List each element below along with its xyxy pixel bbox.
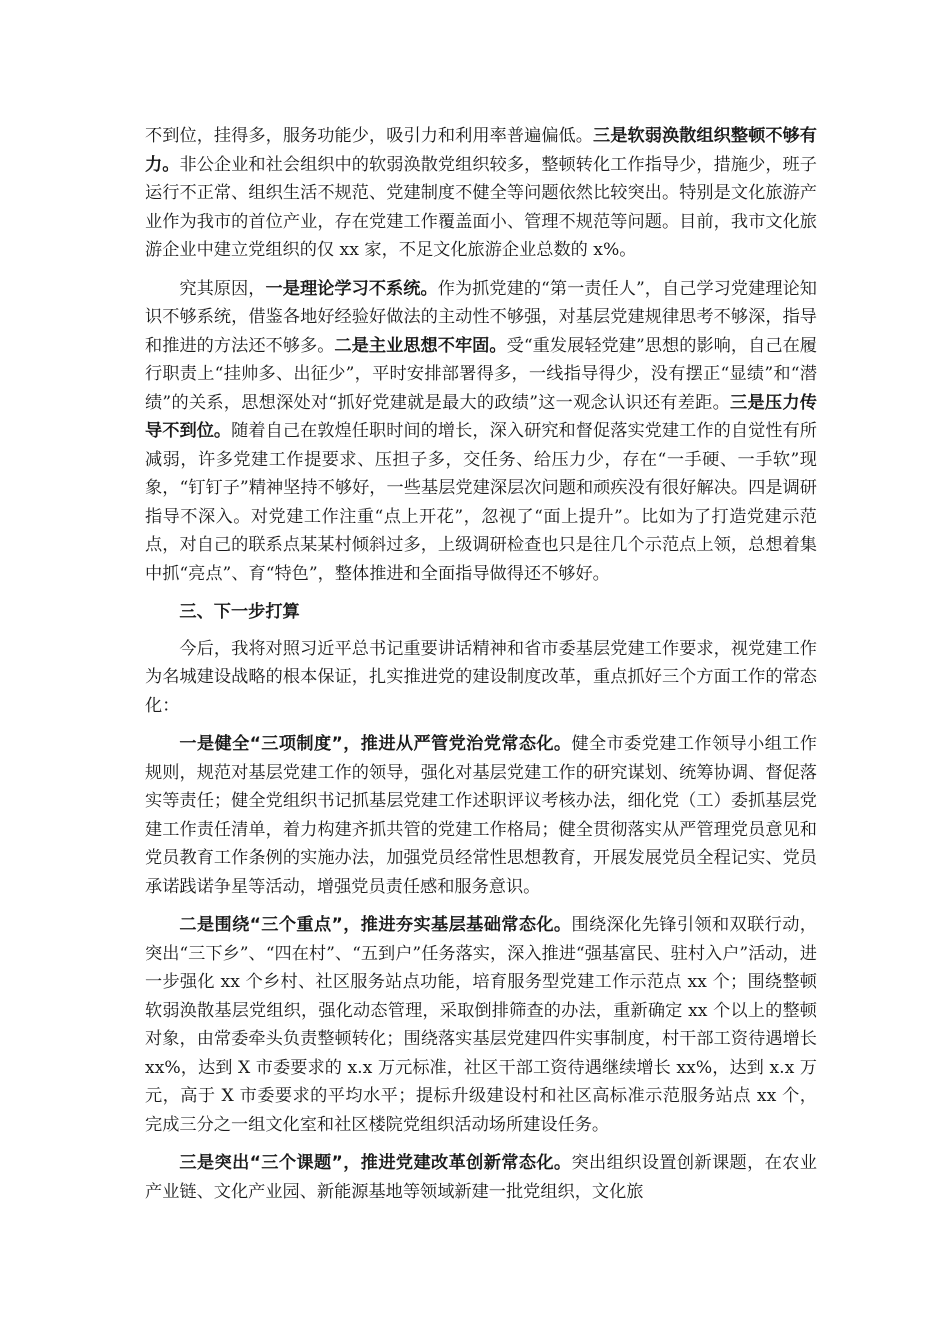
bold-cause-three: 三是压力传导不到位。 xyxy=(145,392,817,441)
text-run: 作为抓党建的“第一责任人”，自己学习党建理论知识不够系统，借鉴各地好经验好做法的主动性不够强，对基层党建规律思考不够深，指导和推进的方法还不够多。 xyxy=(145,278,817,356)
paragraph-causes xyxy=(145,275,817,589)
bold-cause-two: 二是主业思想不牢固。 xyxy=(334,335,507,356)
text-run: 健全市委党建工作领导小组工作规则，规范对基层党建工作的领导，强化对基层党建工作的研究谋划、统筹协调、督促落实等责任；健全党组织书记抓基层党建工作述职评议考核办法，细化党（工）委抓基层党建工作责任清单，着力构建齐抓共管的党建工作格局；健全贯彻落实从严管理党员意见和党员教育工作条例的实施办法，加强党员经常性思想教育，开展发展党员全程记实、党员承诺践诺争星等活动，增强党员责任感和服务意识。 xyxy=(145,734,817,897)
text-run: 围绕深化先锋引领和双联行动，突出“三下乡”、“四在村”、“五到户”任务落实，深入推进“强基富民、驻村入户”活动，进一步强化 xx 个乡村、社区服务站点功能，培育服务型党建工作示范点 xx 个；围绕整顿软弱涣散基层党组织，强化动态管理，采取倒排筛查的办法，重新确定 xx 个以上的整顿对象，由常委牵头负责整顿转化；围绕落实基层党建四件实事制度，村干部工资待遇增长 xx%，达到 X 市委要求的 x.x 万元标准，社区干部工资待遇继续增长 xx%，达到 x.x 万元，高于 X 市委要求的平均水平；提标升级建设村和社区高标准示范服务站点 xx 个，完成三分之一组文化室和社区楼院党组织活动场所建设任务。 xyxy=(145,915,817,1135)
paragraph-problems-continued xyxy=(145,122,817,265)
text-run: 突出组织设置创新课题，在农业产业链、文化产业园、新能源基地等领域新建一批党组织，文化旅 xyxy=(145,1153,817,1202)
bold-cause-one: 一是理论学习不系统。 xyxy=(265,278,438,299)
text-run: 受“重发展轻党建”思想的影响，自己在履行职责上“挂帅多、出征少”，平时安排部署得多，一线指导得少，没有摆正“显绩”和“潜绩”的关系，思想深处对“抓好党建就是最大的政绩”这一观念认识还有差距。 xyxy=(145,335,817,413)
text-run: 非公企业和社会组织中的软弱涣散党组织较多，整顿转化工作指导少，措施少，班子运行不正常、组织生活不规范、党建制度不健全等问题依然比较突出。特别是文化旅游产业作为我市的首位产业，存在党建工作覆盖面小、管理不规范等问题。目前，我市文化旅游企业中建立党组织的仅 xx 家，不足文化旅游企业总数的 x%。 xyxy=(145,154,817,260)
paragraph-intro-plan: 今后，我将对照习近平总书记重要讲话精神和省市委基层党建工作要求，视党建工作为名城建设战略的根本保证，扎实推进党的建设制度改革，重点抓好三个方面工作的常态化： xyxy=(145,638,817,716)
text-run: 究其原因， xyxy=(179,278,266,299)
section-heading-next-steps: 三、下一步打算 xyxy=(179,602,300,622)
bold-plan-one: 一是健全“三项制度”，推进从严管党治党常态化。 xyxy=(179,734,572,754)
bold-point-three: 三是软弱涣散组织整顿不够有力。 xyxy=(145,126,817,175)
document-page xyxy=(145,122,817,1216)
paragraph-plan-three xyxy=(145,1149,817,1206)
text-run: 不到位，挂得多，服务功能少，吸引力和利用率普遍偏低。 xyxy=(145,126,594,146)
paragraph-plan-two xyxy=(145,911,817,1139)
text-run: 随着自己在敦煌任职时间的增长，深入研究和督促落实党建工作的自觉性有所减弱，许多党建工作提要求、压担子多，交任务、给压力少，存在“一手硬、一手软”现象，“钉钉子”精神坚持不够好，一些基层党建深层次问题和顽疾没有很好解决。四是调研指导不深入。对党建工作注重“点上开花”，忽视了“面上提升”。比如为了打造党建示范点，对自己的联系点某某村倾斜过多，上级调研检查也只是往几个示范点上领，总想着集中抓“亮点”、育“特色”，整体推进和全面指导做得还不够好。 xyxy=(145,421,817,584)
bold-plan-three: 三是突出“三个课题”，推进党建改革创新常态化。 xyxy=(179,1153,572,1173)
paragraph-plan-one xyxy=(145,730,817,901)
bold-plan-two: 二是围绕“三个重点”，推进夯实基层基础常态化。 xyxy=(179,915,572,935)
